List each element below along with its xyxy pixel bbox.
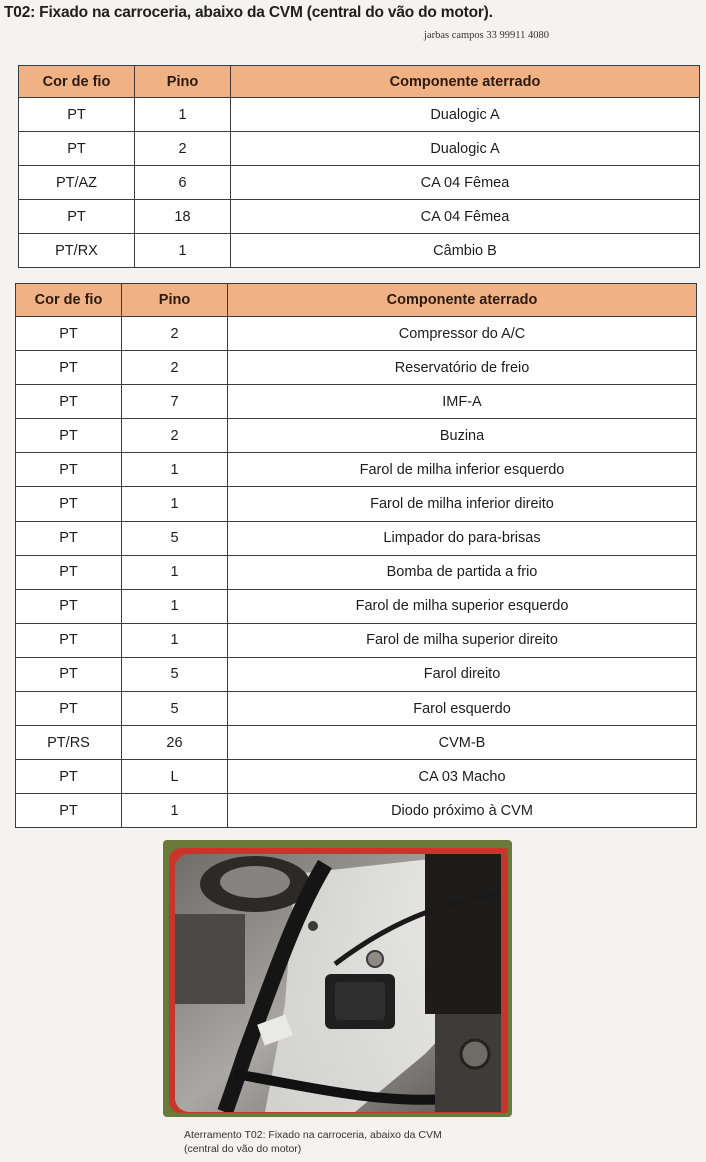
cell-pino: 1 [122, 453, 228, 487]
cell-pino: 2 [122, 419, 228, 453]
ground-table-2 [15, 283, 697, 828]
cell-cor-de-fio: PT [16, 657, 122, 691]
cell-pino: 26 [122, 726, 228, 760]
cell-pino: 2 [135, 132, 231, 166]
table-row [16, 623, 697, 657]
cell-cor-de-fio: PT [16, 487, 122, 521]
table-row [16, 692, 697, 726]
cell-cor-de-fio: PT [16, 760, 122, 794]
table-row [16, 521, 697, 555]
cell-cor-de-fio: PT [19, 200, 135, 234]
table-row [19, 200, 700, 234]
cell-cor-de-fio: PT [16, 317, 122, 351]
table-row [19, 166, 700, 200]
cell-componente: Farol de milha inferior esquerdo [228, 453, 697, 487]
column-header-pino: Pino [122, 284, 228, 317]
cell-componente: Limpador do para-brisas [228, 521, 697, 555]
table-header-row [19, 66, 700, 98]
engine-bay-photo [163, 840, 512, 1117]
cell-componente: Farol direito [228, 657, 697, 691]
cell-pino: 18 [135, 200, 231, 234]
cell-cor-de-fio: PT [19, 132, 135, 166]
cell-pino: 2 [122, 317, 228, 351]
table-row [16, 385, 697, 419]
cell-componente: CVM-B [228, 726, 697, 760]
cell-pino: 1 [122, 555, 228, 589]
table-row [19, 132, 700, 166]
cell-cor-de-fio: PT [19, 98, 135, 132]
table-row [19, 98, 700, 132]
cell-cor-de-fio: PT [16, 589, 122, 623]
table-row [16, 487, 697, 521]
column-header-componente: Componente aterrado [228, 284, 697, 317]
table-row [16, 419, 697, 453]
caption-line-2: (central do vão do motor) [184, 1143, 302, 1155]
cell-pino: 1 [122, 794, 228, 828]
table-row [16, 317, 697, 351]
cell-cor-de-fio: PT/AZ [19, 166, 135, 200]
cell-pino: 5 [122, 521, 228, 555]
table-row [16, 760, 697, 794]
table-row [16, 794, 697, 828]
cell-componente: Bomba de partida a frio [228, 555, 697, 589]
cell-componente: Dualogic A [231, 98, 700, 132]
cell-cor-de-fio: PT [16, 692, 122, 726]
cell-cor-de-fio: PT [16, 623, 122, 657]
cell-cor-de-fio: PT [16, 794, 122, 828]
column-header-pino: Pino [135, 66, 231, 98]
cell-componente: Reservatório de freio [228, 351, 697, 385]
table-row [16, 589, 697, 623]
cell-componente: Compressor do A/C [228, 317, 697, 351]
cell-cor-de-fio: PT [16, 521, 122, 555]
cell-componente: IMF-A [228, 385, 697, 419]
cell-cor-de-fio: PT/RS [16, 726, 122, 760]
cell-cor-de-fio: PT/RX [19, 234, 135, 268]
table-row [19, 234, 700, 268]
cell-cor-de-fio: PT [16, 351, 122, 385]
cell-componente: Dualogic A [231, 132, 700, 166]
table-header-row [16, 284, 697, 317]
cell-componente: CA 04 Fêmea [231, 166, 700, 200]
cell-pino: 5 [122, 657, 228, 691]
table-row [16, 453, 697, 487]
column-header-cor: Cor de fio [16, 284, 122, 317]
cell-componente: CA 03 Macho [228, 760, 697, 794]
page-title: T02: Fixado na carroceria, abaixo da CVM (central do vão do motor). [4, 4, 493, 21]
cell-pino: L [122, 760, 228, 794]
cell-componente: Diodo próximo à CVM [228, 794, 697, 828]
cell-pino: 1 [122, 589, 228, 623]
table-row [16, 657, 697, 691]
cell-pino: 5 [122, 692, 228, 726]
table-row [16, 555, 697, 589]
cell-componente: Farol de milha inferior direito [228, 487, 697, 521]
column-header-componente: Componente aterrado [231, 66, 700, 98]
cell-componente: Câmbio B [231, 234, 700, 268]
ground-table-1 [18, 65, 700, 268]
cell-pino: 1 [122, 623, 228, 657]
cell-pino: 1 [122, 487, 228, 521]
cell-componente: Buzina [228, 419, 697, 453]
photo-caption [184, 1128, 442, 1156]
cell-pino: 2 [122, 351, 228, 385]
cell-cor-de-fio: PT [16, 453, 122, 487]
cell-cor-de-fio: PT [16, 419, 122, 453]
cell-cor-de-fio: PT [16, 385, 122, 419]
table-row [16, 351, 697, 385]
engine-bay-image [175, 854, 501, 1112]
cell-cor-de-fio: PT [16, 555, 122, 589]
cell-pino: 1 [135, 234, 231, 268]
cell-pino: 1 [135, 98, 231, 132]
cell-componente: Farol de milha superior direito [228, 623, 697, 657]
cell-componente: Farol de milha superior esquerdo [228, 589, 697, 623]
table-row [16, 726, 697, 760]
credit-text: jarbas campos 33 99911 4080 [424, 30, 550, 41]
caption-line-1: Aterramento T02: Fixado na carroceria, abaixo da CVM [184, 1129, 442, 1141]
cell-pino: 7 [122, 385, 228, 419]
column-header-cor: Cor de fio [19, 66, 135, 98]
cell-componente: CA 04 Fêmea [231, 200, 700, 234]
cell-componente: Farol esquerdo [228, 692, 697, 726]
cell-pino: 6 [135, 166, 231, 200]
